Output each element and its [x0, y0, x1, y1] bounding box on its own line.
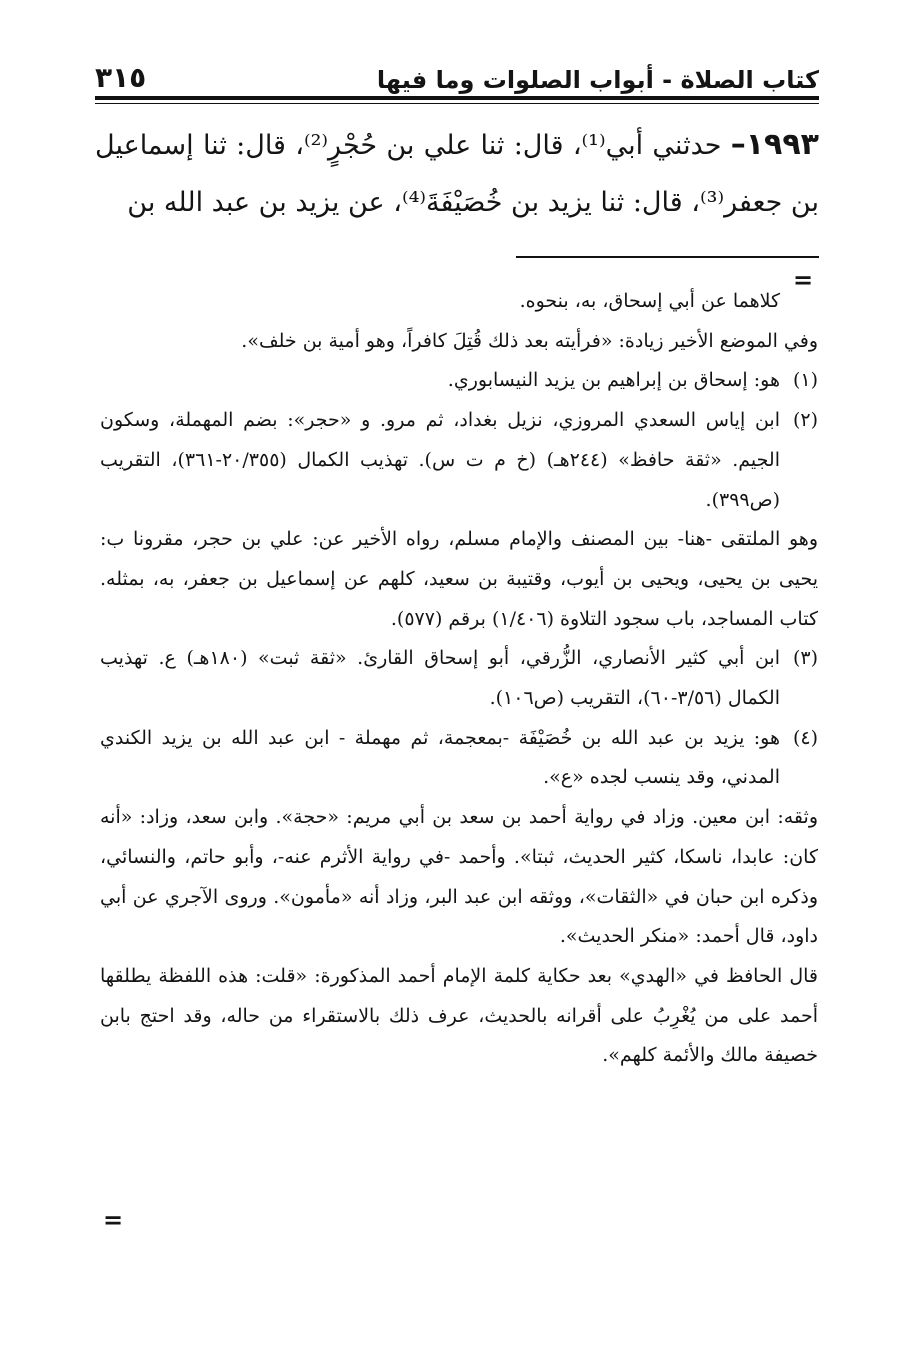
footnote-2 [100, 401, 818, 520]
footnote-number: (٣) [792, 647, 819, 670]
footnote-4-paragraph: وثقه: ابن معين. وزاد في رواية أحمد بن سعد بن أبي مريم: «حجة». وابن سعد، وزاد: «أنه كان: عابدا، ناسكا، كثير الحديث، ثبتا». وأحمد -في رواية الأثرم عنه-، وأبو حاتم، والنسائي، وذكره ابن حبان في «الثقات»، ووثقه ابن عبد البر، وزاد أنه «مأمون». وروى الآجري عن أبي داود، قال أحمد: «منكر الحديث». [100, 806, 818, 948]
footnote-2-continuation: وهو الملتقى -هنا- بين المصنف والإمام مسلم، رواه الأخير عن: علي بن حجر، مقرونا ب: يحيى بن يحيى، ويحيى بن أيوب، وقتيبة بن سعيد، كلهم عن إسماعيل بن جعفر، به، بمثله. كتاب المساجد، باب سجود التلاوة (١/٤٠٦) برقم (٥٧٧). [100, 528, 818, 630]
footnotes [100, 282, 818, 1076]
header-rule-thick [95, 96, 819, 100]
footnote-separator [516, 256, 819, 258]
footnote-4 [100, 719, 818, 798]
footnote-text: هو: يزيد بن عبد الله بن خُصَيْفَة -بمعجمة، ثم مهملة - ابن عبد الله بن يزيد الكندي المدني، وقد ينسب لجده «ع». [100, 726, 780, 789]
page-number: ٣١٥ [95, 61, 147, 94]
footnote-4-paragraph: قال الحافظ في «الهدي» بعد حكاية كلمة الإمام أحمد المذكورة: «قلت: هذه اللفظة يطلقها أحمد على من يُغْرِبُ على أقرانه بالحديث، عرف ذلك بالاستقراء من حاله، وقد احتج بابن خصيفة مالك والأئمة كلهم». [100, 964, 818, 1067]
hadith-number: ١٩٩٣– [730, 127, 819, 162]
header-rule-thin [95, 103, 819, 104]
footnote-carryover-line: وفي الموضع الأخير زيادة: «فرأيته بعد ذلك قُتِلَ كافراً، وهو أمية بن خلف». [241, 329, 818, 352]
footnote-1 [100, 361, 818, 401]
footnote-text: هو: إسحاق بن إبراهيم بن يزيد النيسابوري. [447, 369, 780, 392]
running-title: كتاب الصلاة - أبواب الصلوات وما فيها [376, 66, 819, 94]
footnote-number: (٤) [792, 726, 818, 749]
hadith-body: حدثني أبي⁽¹⁾، قال: ثنا علي بن حُجْرٍ⁽²⁾، قال: ثنا إسماعيل بن جعفر⁽³⁾، قال: ثنا يزيد بن خُصَيْفَةَ⁽⁴⁾، عن يزيد بن عبد الله بن [95, 130, 819, 218]
continuation-mark-bottom: = [103, 1205, 124, 1234]
footnote-3 [100, 639, 818, 718]
footnote-number: (٢) [792, 409, 818, 432]
footnote-text: ابن إياس السعدي المروزي، نزيل بغداد، ثم مرو. و «حجر»: بضم المهملة، وسكون الجيم. «ثقة حافظ» (٢٤٤هـ) (خ م ت س). تهذيب الكمال (٢٠/٣٥٥-٣٦١)، التقريب (ص٣٩٩). [100, 409, 780, 511]
continuation-mark-top: = [793, 265, 814, 294]
hadith-text [95, 116, 819, 231]
page-header [95, 58, 819, 94]
footnote-text: ابن أبي كثير الأنصاري، الزُّرقي، أبو إسحاق القارئ. «ثقة ثبت» (١٨٠هـ) ع. تهذيب الكمال (٣/٥٦-٦٠)، التقريب (ص١٠٦). [100, 647, 781, 710]
footnote-carryover-line: كلاهما عن أبي إسحاق، به، بنحوه. [519, 290, 780, 312]
footnote-number: (١) [792, 369, 818, 392]
